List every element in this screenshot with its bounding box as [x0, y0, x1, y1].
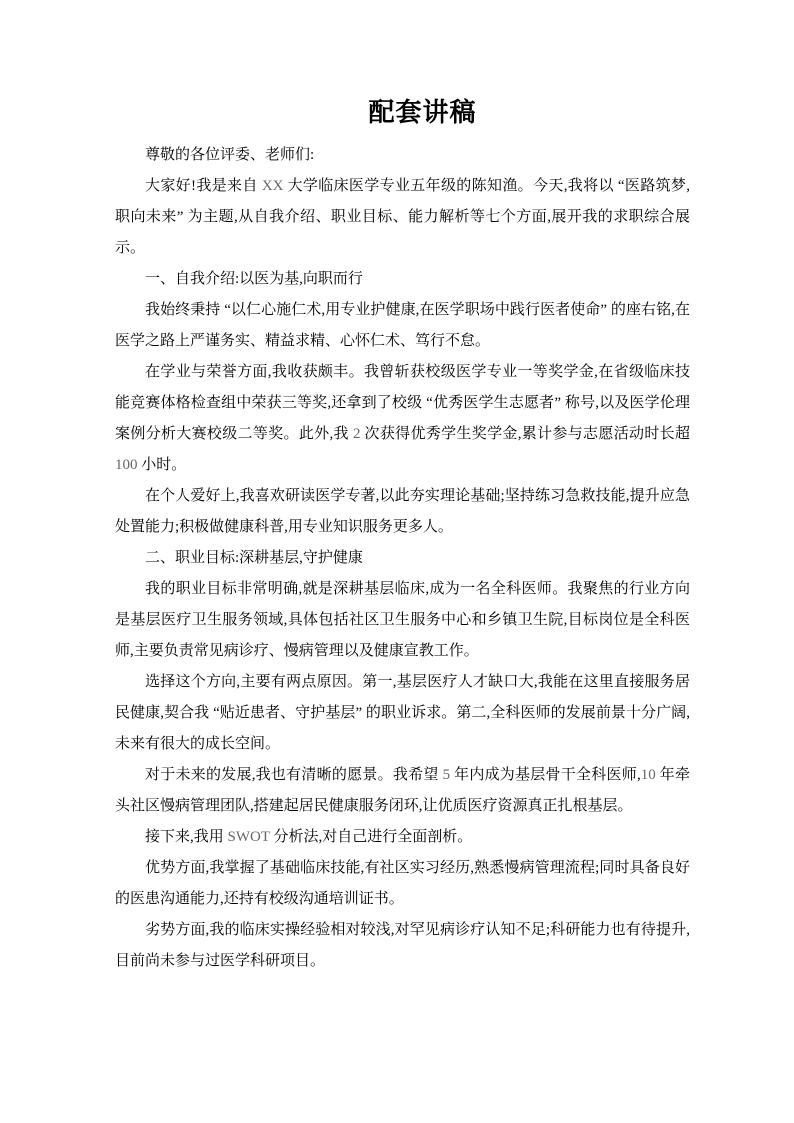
paragraph-body: 对于未来的发展,我也有清晰的愿景。我希望 5 年内成为基层骨干全科医师,10 年牵头社区慢病管理团队,搭建起居民健康服务闭环,让优质医疗资源真正扎根基层。	[115, 767, 690, 814]
paragraph-body: 在学业与荣誉方面,我收获颇丰。我曾斩获校级医学专业一等奖学金,在省级临床技能竞赛体格检查组中荣获三等奖,还拿到了校级 “优秀医学生志愿者” 称号,以及医学伦理案例分析大赛校级二等奖。此外,我 2 次获得优秀学生奖学金,累计参与志愿活动时长超 100 小时。	[115, 364, 690, 473]
paragraph-body: 优势方面,我掌握了基础临床技能,有社区实习经历,熟悉慢病管理流程;同时具备良好的医患沟通能力,还持有校级沟通培训证书。	[115, 860, 690, 907]
paragraph-body: 接下来,我用 SWOT 分析法,对自己进行全面剖析。	[145, 829, 473, 845]
paragraph-body: 选择这个方向,主要有两点原因。第一,基层医疗人才缺口大,我能在这里直接服务居民健康,契合我 “贴近患者、守护基层” 的职业诉求。第二,全科医师的发展前景十分广阔,未来有很大的成长空间。	[115, 674, 690, 752]
latin-run: 100	[115, 457, 138, 473]
paragraph-heading: 一、自我介绍:以医为基,向职而行	[145, 271, 363, 287]
paragraph-body: 大家好!我是来自 XX 大学临床医学专业五年级的陈知渔。今天,我将以 “医路筑梦,职向未来” 为主题,从自我介绍、职业目标、能力解析等七个方面,展开我的求职综合展示。	[115, 178, 690, 256]
latin-run: 2	[352, 426, 361, 442]
paragraph-body: 我的职业目标非常明确,就是深耕基层临床,成为一名全科医师。我聚焦的行业方向是基层医疗卫生服务领域,具体包括社区卫生服务中心和乡镇卫生院,目标岗位是全科医师,主要负责常见病诊疗、慢病管理以及健康宣教工作。	[115, 581, 690, 659]
latin-run: 5	[442, 767, 451, 783]
latin-run: SWOT	[227, 829, 270, 845]
document-title: 配套讲稿	[368, 98, 477, 127]
paragraph-body: 在个人爱好上,我喜欢研读医学专著,以此夯实理论基础;坚持练习急救技能,提升应急处置能力;积极做健康科普,用专业知识服务更多人。	[115, 488, 690, 535]
latin-run: XX	[261, 178, 284, 194]
paragraph-body: 我始终秉持 “以仁心施仁术,用专业护健康,在医学职场中践行医者使命” 的座右铭,在医学之路上严谨务实、精益求精、心怀仁术、笃行不怠。	[115, 302, 690, 349]
paragraph-body: 劣势方面,我的临床实操经验相对较浅,对罕见病诊疗认知不足;科研能力也有待提升,目前尚未参与过医学科研项目。	[115, 922, 690, 969]
paragraph-salutation: 尊敬的各位评委、老师们:	[145, 147, 315, 163]
paragraph-heading: 二、职业目标:深耕基层,守护健康	[145, 550, 363, 566]
document-body	[115, 140, 690, 977]
latin-run: 10	[640, 767, 656, 783]
